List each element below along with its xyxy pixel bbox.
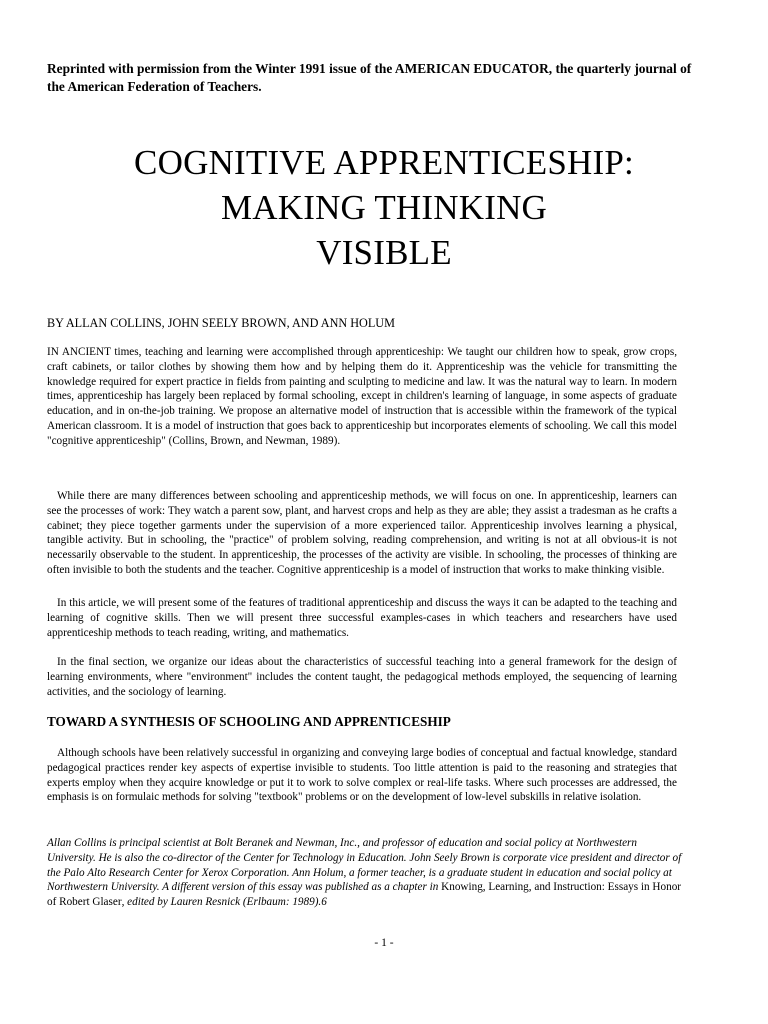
byline: BY ALLAN COLLINS, JOHN SEELY BROWN, AND ANN HOLUM bbox=[47, 316, 395, 330]
title-line-2: MAKING THINKING bbox=[220, 188, 548, 227]
title-line-1: COGNITIVE APPRENTICESHIP: bbox=[134, 143, 634, 182]
paragraph-2: While there are many differences between schooling and apprenticeship methods, we will focus on one. In apprenticeship, learners can see the processes of work: They watch a parent sow, plant, and harvest crops and help as they are able; they assist a tradesman as he crafts a cabinet; they piece together garments under the supervision of a more experienced tailor. Apprenticeship involves learning a physical, tangible activity. But in schooling, the "practice" of problem solving, reading comprehension, and writing is not at all obvious-it is not necessarily observable to the student. In apprenticeship, the processes of the activity are visible. In schooling, the processes of thinking are often invisible to both the students and the teacher. Cognitive apprenticeship is a model of instruction that works to make thinking visible. bbox=[47, 490, 677, 576]
page-number: - 1 - bbox=[374, 937, 394, 949]
paragraph-4: In the final section, we organize our ideas about the characteristics of successful teaching into a general framework for the design of learning environments, where "environment" includes the content taught, the pedagogical methods employed, the sequencing of learning activities, and the sociology of learning. bbox=[47, 656, 677, 698]
section-heading: TOWARD A SYNTHESIS OF SCHOOLING AND APPRENTICESHIP bbox=[47, 714, 451, 729]
section-paragraph: Although schools have been relatively successful in organizing and conveying large bodies of conceptual and factual knowledge, standard pedagogical practices render key aspects of expertise invisible to students. Too little attention is paid to the reasoning and strategies that experts employ when they acquire knowledge or put it to work to solve complex or real-life tasks. Where such processes are addressed, the emphasis is on formulaic methods for solving "textbook" problems or on the development of low-level subskills in relative isolation. bbox=[47, 747, 677, 804]
reprint-notice: Reprinted with permission from the Winter 1991 issue of the AMERICAN EDUCATOR, the quarterly journal of the American Federation of Teachers. bbox=[47, 61, 692, 94]
paragraph-1: IN ANCIENT times, teaching and learning were accomplished through apprenticeship: We taught our children how to speak, grow crops, craft cabinets, or tailor clothes by showing them how and by helping them do it. Apprenticeship was the vehicle for transmitting the knowledge required for expert practice in fields from painting and sculpting to medicine and law. It was the natural way to learn. In modern times, apprenticeship has largely been replaced by formal schooling, except in children's learning of language, in some aspects of graduate education, and in on-the-job training. We propose an alternative model of instruction that is accessible within the framework of the typical American classroom. It is a model of instruction that goes back to apprenticeship but incorporates elements of schooling. We call this model "cognitive apprenticeship" (Collins, Brown, and Newman, 1989). bbox=[47, 346, 677, 447]
bio-book-title: Knowing, Learning, and Instruction: Essays in Honor of Robert Glaser bbox=[47, 881, 682, 909]
article-title bbox=[0, 140, 768, 275]
paragraph-3: In this article, we will present some of the features of traditional apprenticeship and discuss the ways it can be adapted to the teaching and learning of cognitive skills. Then we will present three successful examples-cases in which teachers and researchers have used apprenticeship methods to teach reading, writing, and mathematics. bbox=[47, 597, 677, 639]
title-line-3: VISIBLE bbox=[316, 233, 452, 272]
author-bio-note bbox=[47, 836, 687, 910]
bio-text-part-1: Allan Collins is principal scientist at Bolt Beranek and Newman, Inc., and professor of education and social policy at Northwestern University. He is also the co-director of the Center for Technology in Education. John Seely Brown is corporate vice president and director of the Palo Alto Research Center for Xerox Corporation. Ann Holum, a former teacher, is a graduate student in education and social policy at Northwestern University. A different version of this essay was published as a chapter in bbox=[47, 837, 682, 894]
bio-text-part-2: , edited by Lauren Resnick (Erlbaum: 1989).6 bbox=[121, 896, 327, 909]
